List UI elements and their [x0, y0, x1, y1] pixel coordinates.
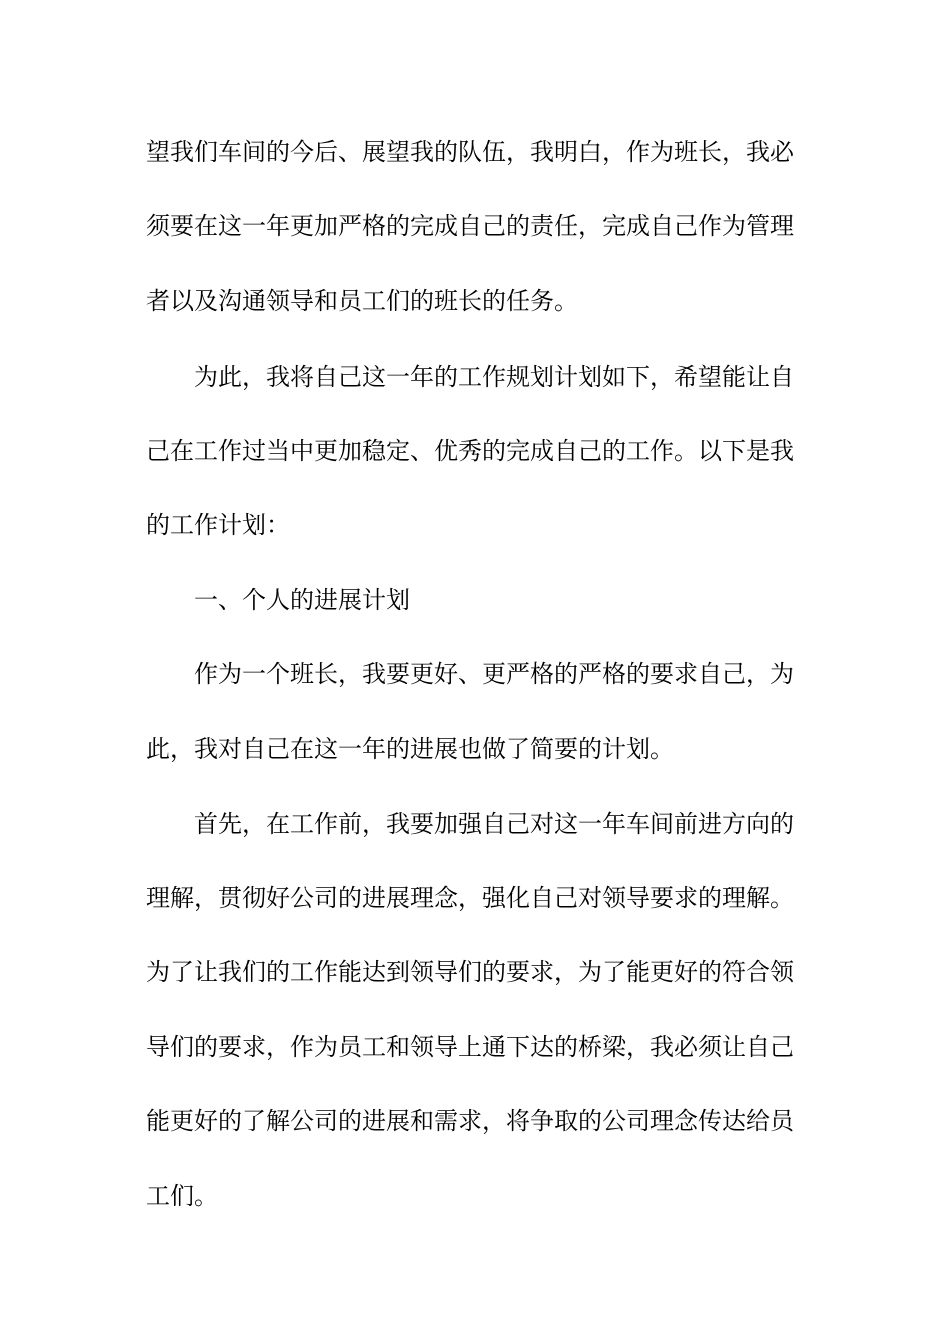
- text-line: 工们。: [146, 1182, 218, 1210]
- text-line: 能更好的了解公司的进展和需求，将争取的公司理念传达给员: [146, 1107, 794, 1135]
- text-line: 此，我对自己在这一年的进展也做了简要的计划。: [146, 735, 674, 763]
- text-line: 望我们车间的今后、展望我的队伍，我明白，作为班长，我必: [146, 138, 794, 166]
- paragraph-start-line: 为此，我将自己这一年的工作规划计划如下，希望能让自: [194, 363, 794, 391]
- text-line: 导们的要求，作为员工和领导上通下达的桥梁，我必须让自己: [146, 1033, 794, 1061]
- text-line: 须要在这一年更加严格的完成自己的责任，完成自己作为管理: [146, 212, 794, 240]
- text-line: 为了让我们的工作能达到领导们的要求，为了能更好的符合领: [146, 958, 794, 986]
- text-line: 己在工作过当中更加稳定、优秀的完成自己的工作。以下是我: [146, 437, 794, 465]
- section-heading: 一、个人的进展计划: [194, 586, 410, 614]
- paragraph-start-line: 首先，在工作前，我要加强自己对这一年车间前进方向的: [194, 810, 794, 838]
- text-line: 者以及沟通领导和员工们的班长的任务。: [146, 287, 578, 315]
- text-line: 理解，贯彻好公司的进展理念，强化自己对领导要求的理解。: [146, 884, 794, 912]
- text-line: 的工作计划：: [146, 511, 290, 539]
- paragraph-start-line: 作为一个班长，我要更好、更严格的严格的要求自己，为: [194, 660, 794, 688]
